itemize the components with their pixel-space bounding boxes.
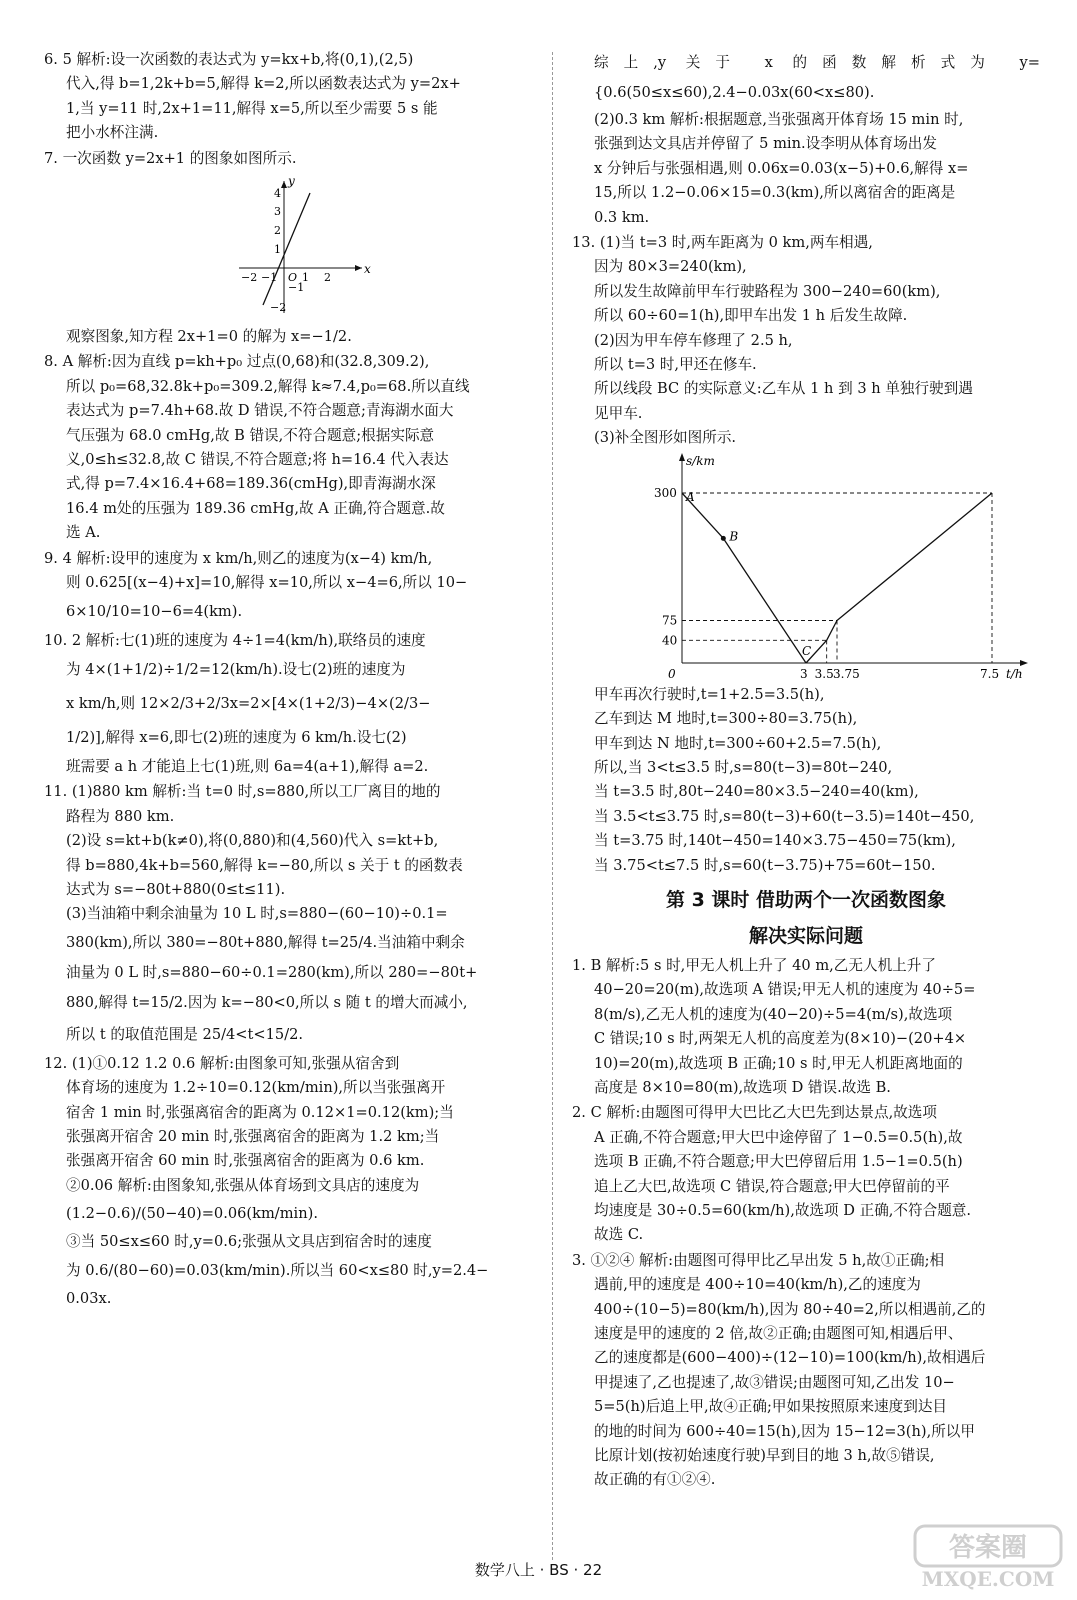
text-line: 880,解得 t=15/2.因为 k=−80<0,所以 s 随 t 的增大而减小, bbox=[66, 993, 468, 1011]
text-line: x km/h,则 12×2/3+2/3x=2×[4×(1+2/3)−4×(2/3− bbox=[66, 694, 431, 712]
answer-s3-1 bbox=[572, 954, 1040, 1100]
text-line: 8. A 解析:因为直线 p=kh+p₀ 过点(0,68)和(32.8,309.2), bbox=[44, 353, 430, 371]
x-axis-arrow bbox=[355, 265, 362, 271]
text-line: 高度是 8×10=80(m),故选项 D 错误.故选 B. bbox=[594, 1078, 891, 1096]
text-line: 1,当 y=11 时,2x+1=11,解得 x=5,所以至少需要 5 s 能 bbox=[66, 99, 438, 117]
text-line: 把小水杯注满. bbox=[66, 124, 159, 142]
section-title-line-1: 第 3 课时 借助两个一次函数图象 bbox=[665, 888, 947, 911]
text-line: 得 b=880,4k+b=560,解得 k=−80,所以 s 关于 t 的函数表 bbox=[66, 856, 463, 874]
text-line: 16.4 m处的压强为 189.36 cmHg,故 A 正确,符合题意.故 bbox=[66, 499, 445, 517]
x-tick-label: 3 bbox=[800, 666, 808, 681]
point-a-label: A bbox=[686, 489, 695, 504]
watermark-svg bbox=[913, 1522, 1063, 1592]
text-line: 班需要 a h 才能追上七(1)班,则 6a=4(a+1),解得 a=2. bbox=[66, 757, 429, 775]
text-line: 均速度是 30÷0.5=60(km/h),故选项 D 正确,不符合题意. bbox=[594, 1202, 972, 1219]
text-line: 11. (1)880 km 解析:当 t=0 时,s=880,所以工厂离目的地的 bbox=[44, 783, 441, 801]
text-line: C 错误;10 s 时,两架无人机的高度差为(8×10)−(20+4× bbox=[594, 1030, 967, 1048]
x-tick-label: 7.5 bbox=[980, 666, 1000, 681]
text-line: 义,0≤h≤32.8,故 C 错误,不符合题意;将 h=16.4 代入表达 bbox=[66, 451, 449, 469]
text-line: 10. 2 解析:七(1)班的速度为 4÷1=4(km/h),联络员的速度 bbox=[44, 631, 426, 649]
point-b-label: B bbox=[729, 529, 739, 544]
text-line: 8(m/s),乙无人机的速度为(40−20)÷5=4(m/s),故选项 bbox=[594, 1005, 953, 1023]
series-segment bbox=[723, 538, 806, 663]
section-heading bbox=[572, 882, 1040, 954]
answer-6 bbox=[44, 48, 538, 146]
origin-label: O bbox=[288, 271, 298, 285]
text-line: 表达式为 p=7.4h+68.故 D 错误,不符合题意;青海湖水面大 bbox=[66, 402, 454, 420]
text-line: 追上乙大巴,故选项 C 错误,符合题意;甲大巴停留前的平 bbox=[594, 1177, 950, 1195]
text-line: 3. ①②④ 解析:由题图可得甲比乙早出发 5 h,故①正确;相 bbox=[572, 1251, 945, 1269]
text-line: 因为 80×3=240(km), bbox=[594, 258, 747, 276]
y-tick-label: 4 bbox=[274, 187, 281, 201]
text-line: 15,所以 1.2−0.06×15=0.3(km),所以离宿舍的距离是 bbox=[594, 184, 956, 202]
text-line: 所以线段 BC 的实际意义:乙车从 1 h 到 3 h 单独行驶到遇 bbox=[594, 380, 973, 398]
text-line: 所以 t 的取值范围是 25/4<t<15/2. bbox=[66, 1025, 304, 1043]
text-line: 1/2)],解得 x=6,即七(2)班的速度为 6 km/h.设七(2) bbox=[66, 728, 407, 746]
text-line: 所以,当 3<t≤3.5 时,s=80(t−3)=80t−240, bbox=[594, 758, 893, 776]
text-line: 0.03x. bbox=[66, 1289, 112, 1307]
text-line: 当 t=3.75 时,140t−450=140×3.75−450=75(km), bbox=[594, 832, 956, 850]
y-tick-label: 3 bbox=[274, 205, 281, 219]
answer-12-continued bbox=[572, 48, 1040, 230]
text-line: 宿舍 1 min 时,张强离宿舍的距离为 0.12×1=0.12(km);当 bbox=[66, 1103, 454, 1121]
column-divider bbox=[552, 52, 553, 1560]
answer-12 bbox=[44, 1052, 538, 1311]
text-line: (2)设 s=kt+b(k≠0),将(0,880)和(4,560)代入 s=kt+b, bbox=[66, 832, 439, 850]
text-line: 故选 C. bbox=[594, 1226, 644, 1244]
text-line: (2)0.3 km 解析:根据题意,当张强离开体育场 15 min 时, bbox=[594, 111, 964, 128]
text-line: 的地的时间为 600÷40=15(h),因为 15−12=3(h),所以甲 bbox=[594, 1422, 975, 1440]
text-line: 观察图象,知方程 2x+1=0 的解为 x=−1/2. bbox=[66, 328, 352, 346]
answer-13 bbox=[572, 231, 1040, 878]
x-axis-arrow bbox=[1020, 660, 1028, 666]
text-line: 见甲车. bbox=[594, 404, 643, 422]
text-line: 式,得 p=7.4×16.4+68=189.36(cmHg),即青海湖水深 bbox=[66, 475, 436, 493]
text-line: 所以发生故障前甲车行驶路程为 300−240=60(km), bbox=[594, 282, 941, 300]
x-tick-label: 1 bbox=[302, 271, 309, 285]
chart-svg bbox=[572, 453, 1040, 681]
y-tick-label: 40 bbox=[662, 633, 678, 648]
text-line: x 分钟后与张强相遇,则 0.06x=0.03(x−5)+0.6,解得 x= bbox=[594, 159, 969, 177]
linear-function-graph bbox=[44, 173, 538, 323]
text-line: 张强到达文具店并停留了 5 min.设李明从体育场出发 bbox=[594, 135, 937, 153]
text-line: (3)当油箱中剩余油量为 10 L 时,s=880−(60−10)÷0.1= bbox=[66, 905, 448, 923]
text-line: 选 A. bbox=[66, 524, 101, 542]
text-line: 则 0.625[(x−4)+x]=10,解得 x=10,所以 x−4=6,所以 10− bbox=[66, 574, 468, 592]
text-line: 速度是甲的速度的 2 倍,故②正确;由题图可知,相遇后甲、 bbox=[594, 1325, 963, 1343]
watermark-logo bbox=[913, 1522, 1063, 1592]
text-line: 路程为 880 km. bbox=[66, 807, 175, 825]
answer-11 bbox=[44, 780, 538, 1050]
text-line: ③当 50≤x≤60 时,y=0.6;张强从文具店到宿舍时的速度 bbox=[66, 1233, 432, 1251]
x-tick-label: 2 bbox=[324, 271, 331, 285]
text-line: 所以 t=3 时,甲还在修车. bbox=[594, 356, 757, 374]
watermark-url: MXQE.COM bbox=[921, 1567, 1055, 1591]
text-line: 当 3.5<t≤3.75 时,s=80(t−3)+60(t−3.5)=140t−450, bbox=[594, 807, 975, 825]
text-line: 达式为 s=−80t+880(0≤t≤11). bbox=[66, 880, 286, 898]
text-line: 体育场的速度为 1.2÷10=0.12(km/min),所以当张强离开 bbox=[66, 1079, 446, 1097]
point-b-marker bbox=[721, 536, 726, 541]
text-line: (3)补全图形如图所示. bbox=[594, 429, 737, 447]
text-line: 400÷(10−5)=80(km/h),因为 80÷40=2,所以相遇前,乙的 bbox=[594, 1300, 986, 1318]
text-line: 所以 60÷60=1(h),即甲车出发 1 h 后发生故障. bbox=[594, 307, 908, 325]
text-line: 40−20=20(m),故选项 A 错误;甲无人机的速度为 40÷5= bbox=[594, 981, 976, 999]
y-tick-label: 300 bbox=[654, 485, 677, 500]
text-line: 张强离开宿舍 60 min 时,张强离宿舍的距离为 0.6 km. bbox=[66, 1152, 425, 1170]
text-line: 2. C 解析:由题图可得甲大巴比乙大巴先到达景点,故选项 bbox=[572, 1104, 937, 1122]
text-line: 故正确的有①②④. bbox=[594, 1471, 716, 1489]
text-line: 甲车到达 N 地时,t=300÷60+2.5=7.5(h), bbox=[594, 734, 882, 752]
point-c-label: C bbox=[802, 643, 812, 658]
text-line: 当 3.75<t≤7.5 时,s=60(t−3.75)+75=60t−150. bbox=[594, 856, 936, 874]
y-tick-label: 75 bbox=[662, 613, 678, 628]
text-line: 10)=20(m),故选项 B 正确;10 s 时,甲无人机距离地面的 bbox=[594, 1054, 963, 1072]
text-line: 0.3 km. bbox=[594, 208, 650, 226]
answer-8 bbox=[44, 350, 538, 545]
y-axis-label: s/km bbox=[686, 453, 715, 468]
text-line: 代入,得 b=1,2k+b=5,解得 k=2,所以函数表达式为 y=2x+ bbox=[66, 75, 461, 93]
text-line: 13. (1)当 t=3 时,两车距离为 0 km,两车相遇, bbox=[572, 234, 873, 252]
text-line: 所以 p₀=68,32.8k+p₀=309.2,解得 k≈7.4,p₀=68.所以直线 bbox=[66, 377, 470, 395]
text-line: 9. 4 解析:设甲的速度为 x km/h,则乙的速度为(x−4) km/h, bbox=[44, 549, 433, 567]
distance-time-chart bbox=[572, 453, 1040, 681]
page-footer: 数学八上 · BS · 22 bbox=[474, 1561, 603, 1579]
y-axis-arrow bbox=[679, 453, 685, 461]
series-segment bbox=[837, 493, 992, 621]
text-line: 张强离开宿舍 20 min 时,张强离宿舍的距离为 1.2 km;当 bbox=[66, 1127, 440, 1145]
text-line: 7. 一次函数 y=2x+1 的图象如图所示. bbox=[44, 149, 297, 167]
text-line: (2)因为甲车停车修理了 2.5 h, bbox=[594, 331, 793, 349]
text-line: 比原计划(按初始速度行驶)早到目的地 3 h,故⑤错误, bbox=[594, 1447, 935, 1465]
text-line: 乙车到达 M 地时,t=300÷80=3.75(h), bbox=[594, 710, 858, 728]
y-tick-label: −2 bbox=[270, 301, 287, 315]
y-tick-label: 1 bbox=[274, 243, 281, 257]
series-segment bbox=[827, 620, 837, 640]
x-tick-label: 3.5 bbox=[814, 666, 834, 681]
text-line: 气压强为 68.0 cmHg,故 B 错误,不符合题意;根据实际意 bbox=[66, 426, 435, 444]
text-line: 当 t=3.5 时,80t−240=80×3.5−240=40(km), bbox=[594, 783, 919, 801]
y-axis-label: y bbox=[288, 174, 295, 189]
y-tick-label: −1 bbox=[288, 281, 305, 295]
answer-9 bbox=[44, 547, 538, 628]
x-tick-label: −1 bbox=[261, 271, 278, 285]
x-tick-label: 3.75 bbox=[833, 666, 860, 681]
text-line: 为 0.6/(80−60)=0.03(km/min).所以当 60<x≤80 时,y=2.4− bbox=[66, 1261, 489, 1279]
text-line: 为 4×(1+1/2)÷1/2=12(km/h).设七(2)班的速度为 bbox=[66, 660, 406, 678]
text-line: 甲提速了,乙也提速了,故③错误;由题图可知,乙出发 10− bbox=[594, 1373, 955, 1391]
origin-label: 0 bbox=[668, 666, 676, 681]
text-line: 选项 B 正确,不符合题意;甲大巴停留后用 1.5−1=0.5(h) bbox=[594, 1153, 963, 1171]
right-column bbox=[572, 48, 1040, 1494]
text-line: 380(km),所以 380=−80t+880,解得 t=25/4.当油箱中剩余 bbox=[66, 933, 465, 951]
text-line: 乙的速度都是(600−400)÷(12−10)=100(km/h),故相遇后 bbox=[594, 1349, 986, 1367]
answer-10 bbox=[44, 629, 538, 780]
text-line: 12. (1)①0.12 1.2 0.6 解析:由图象可知,张强从宿舍到 bbox=[44, 1054, 400, 1072]
y-axis-arrow bbox=[281, 181, 287, 188]
text-line: 6. 5 解析:设一次函数的表达式为 y=kx+b,将(0,1),(2,5) bbox=[44, 51, 414, 68]
text-line: 1. B 解析:5 s 时,甲无人机上升了 40 m,乙无人机上升了 bbox=[572, 956, 936, 974]
x-axis-label: t/h bbox=[1006, 666, 1023, 681]
text-line: ②0.06 解析:由图象知,张强从体育场到文具店的速度为 bbox=[66, 1176, 420, 1194]
text-line: 5=5(h)后追上甲,故④正确;甲如果按照原来速度到达目 bbox=[594, 1398, 948, 1416]
x-tick-label: −2 bbox=[241, 271, 258, 285]
left-column bbox=[44, 48, 538, 1312]
answer-7 bbox=[44, 147, 538, 350]
graph-svg bbox=[44, 173, 538, 323]
text-line: 甲车再次行驶时,t=1+2.5=3.5(h), bbox=[594, 685, 825, 703]
y-tick-label: 2 bbox=[274, 224, 281, 238]
answer-s3-3 bbox=[572, 1249, 1040, 1493]
watermark-text: 答案圈 bbox=[948, 1533, 1028, 1563]
text-line: 综上,y 关于 x 的函数解析式为 y={0.6(50≤x≤60),2.4−0.03x(60<x≤80). bbox=[594, 54, 1040, 101]
x-axis-label: x bbox=[364, 262, 371, 277]
text-line: 遇前,甲的速度是 400÷10=40(km/h),乙的速度为 bbox=[594, 1276, 921, 1294]
text-line: (1.2−0.6)/(50−40)=0.06(km/min). bbox=[66, 1205, 318, 1223]
text-line: 油量为 0 L 时,s=880−60÷0.1=280(km),所以 280=−80t+ bbox=[66, 963, 478, 981]
section-title-line-2: 解决实际问题 bbox=[748, 924, 863, 947]
text-line: 6×10/10=10−6=4(km). bbox=[66, 602, 243, 620]
text-line: A 正确,不符合题意;甲大巴中途停留了 1−0.5=0.5(h),故 bbox=[594, 1128, 963, 1146]
answer-s3-2 bbox=[572, 1101, 1040, 1247]
